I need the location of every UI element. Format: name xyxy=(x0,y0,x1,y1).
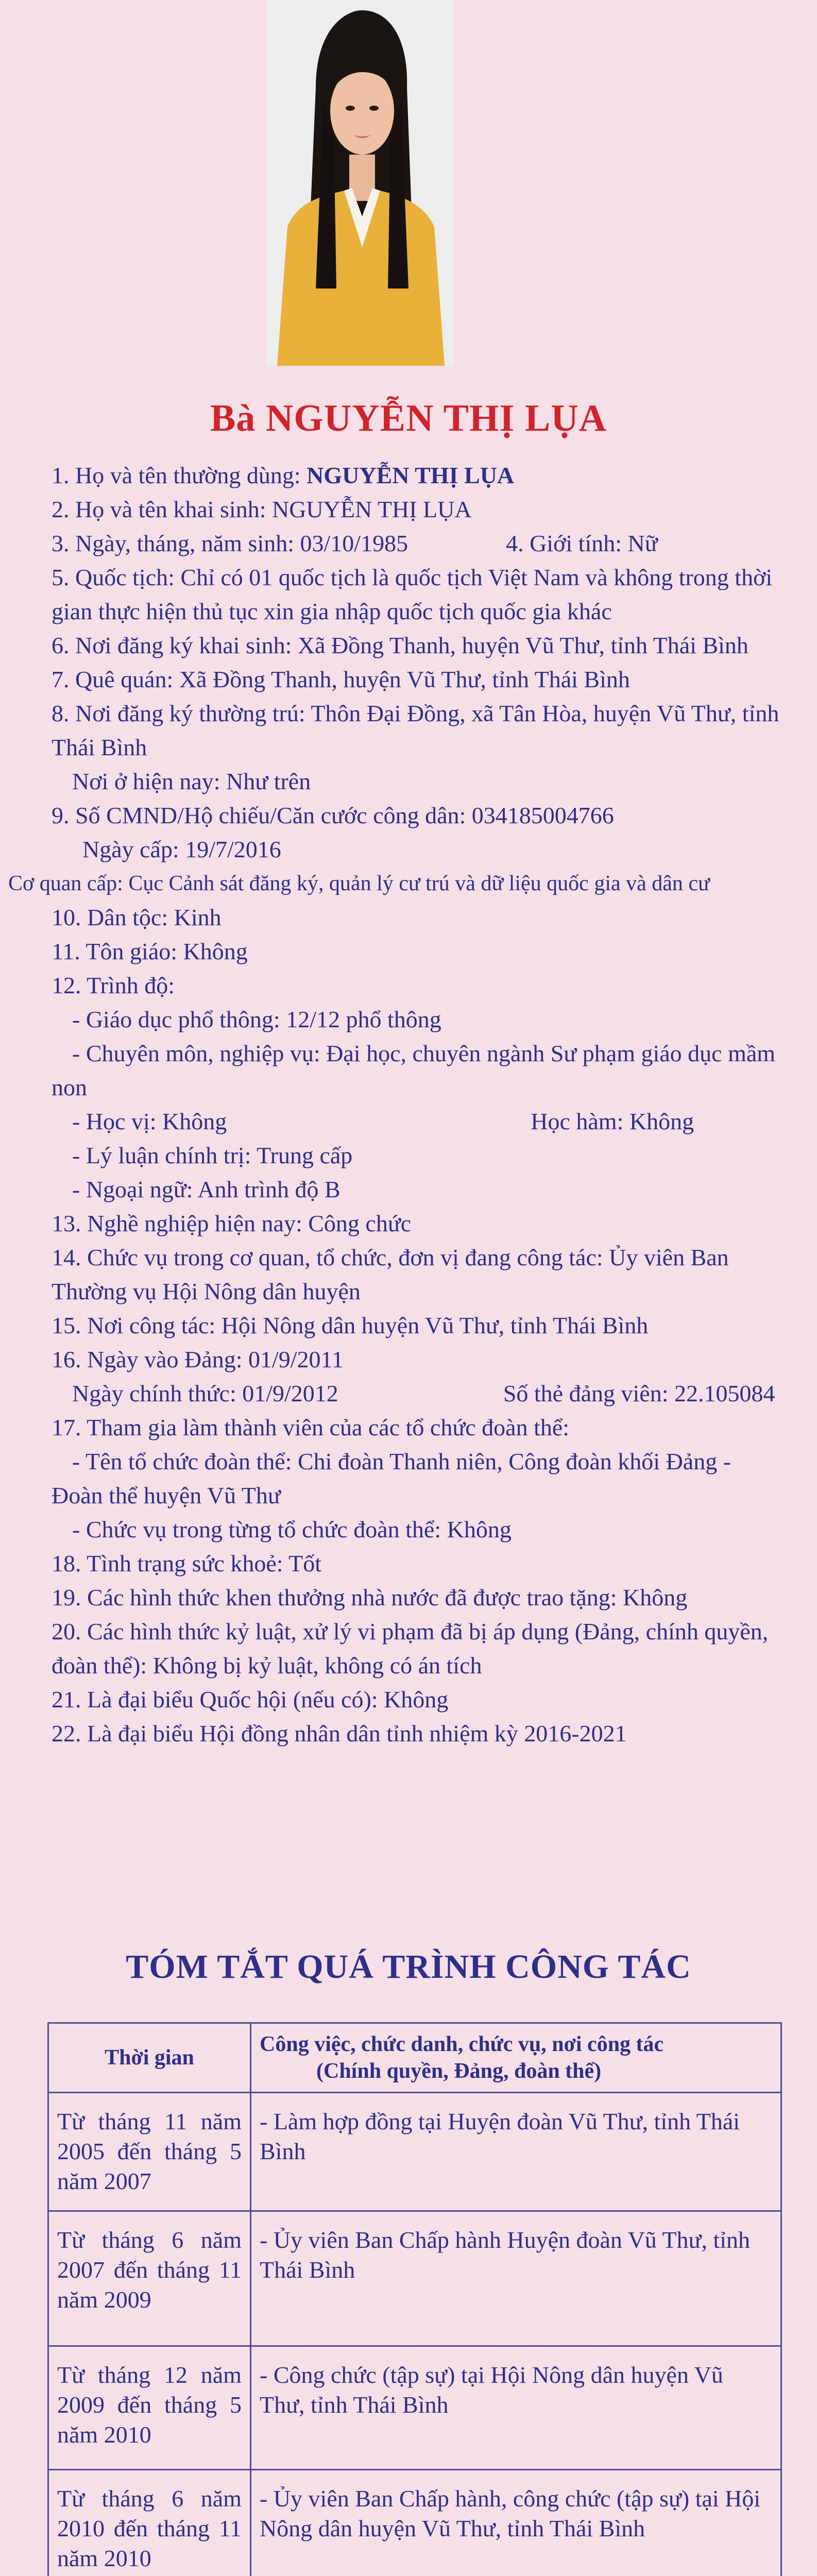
info-line-20: 20. Các hình thức kỷ luật, xử lý vi phạm đã bị áp dụng (Đảng, chính quyền, đoàn thể): Không bị kỷ luật, không có án tích xyxy=(52,1618,769,1679)
info-line-15: 15. Nơi công tác: Hội Nông dân huyện Vũ Thư, tỉnh Thái Bình xyxy=(52,1312,649,1338)
party-card: Số thẻ đảng viên: 22.105084 xyxy=(503,1380,775,1406)
info-line-6: 6. Nơi đăng ký khai sinh: Xã Đồng Thanh, huyện Vũ Thư, tỉnh Thái Bình xyxy=(52,632,748,658)
table-row xyxy=(48,2346,781,2470)
table-row xyxy=(48,2470,781,2576)
degree: - Học vị: Không xyxy=(72,1108,227,1134)
personal-info xyxy=(8,459,783,1751)
header-time: Thời gian xyxy=(48,2023,251,2093)
work-history-title: TÓM TẮT QUÁ TRÌNH CÔNG TÁC xyxy=(126,1948,691,1986)
work-history-table xyxy=(47,2022,782,2576)
info-line-9b: Ngày cấp: 19/7/2016 xyxy=(82,836,281,862)
info-line-10: 10. Dân tộc: Kinh xyxy=(52,904,222,930)
birth-date: 3. Ngày, tháng, năm sinh: 03/10/1985 xyxy=(52,530,408,556)
job-cell: - Làm hợp đồng tại Huyện đoàn Vũ Thư, tỉnh Thái Bình xyxy=(251,2093,781,2211)
info-line-9c: Cơ quan cấp: Cục Cảnh sát đăng ký, quản lý cư trú và dữ liệu quốc gia và dân cư xyxy=(8,872,710,895)
info-line-16b xyxy=(52,1377,783,1411)
info-line-12c xyxy=(52,1105,783,1139)
info-line-9: 9. Số CMND/Hộ chiếu/Căn cước công dân: 034185004766 xyxy=(52,802,614,828)
info-line-12d: - Lý luận chính trị: Trung cấp xyxy=(72,1142,353,1168)
job-cell: - Công chức (tập sự) tại Hội Nông dân huyện Vũ Thư, tỉnh Thái Bình xyxy=(251,2346,781,2470)
page-title: Bà NGUYỄN THỊ LỤA xyxy=(210,397,607,439)
info-line-12e: - Ngoại ngữ: Anh trình độ B xyxy=(72,1176,341,1202)
time-cell: Từ tháng 12 năm 2009 đến tháng 5 năm 2010 xyxy=(48,2346,251,2470)
table-header-row xyxy=(48,2023,781,2093)
header-job-line-2: (Chính quyền, Đảng, đoàn thể) xyxy=(316,2059,602,2083)
info-line-7: 7. Quê quán: Xã Đồng Thanh, huyện Vũ Thư, tỉnh Thái Bình xyxy=(52,666,630,692)
info-line-8: 8. Nơi đăng ký thường trú: Thôn Đại Đồng, xã Tân Hòa, huyện Vũ Thư, tỉnh Thái Bình xyxy=(52,700,779,760)
info-line-12b: - Chuyên môn, nghiệp vụ: Đại học, chuyên ngành Sư phạm giáo dục mầm non xyxy=(52,1040,776,1100)
time-cell: Từ tháng 11 năm 2005 đến tháng 5 năm 2007 xyxy=(48,2093,251,2211)
info-line-17: 17. Tham gia làm thành viên của các tổ chức đoàn thể: xyxy=(52,1414,570,1440)
table-row xyxy=(48,2093,781,2211)
table-row xyxy=(48,2211,781,2346)
portrait-photo xyxy=(267,0,453,366)
info-line-2: 2. Họ và tên khai sinh: NGUYỄN THỊ LỤA xyxy=(52,496,472,522)
job-cell: - Ủy viên Ban Chấp hành Huyện đoàn Vũ Thư, tỉnh Thái Bình xyxy=(251,2211,781,2346)
info-line-3 xyxy=(52,527,783,561)
info-line-12a: - Giáo dục phổ thông: 12/12 phổ thông xyxy=(72,1006,441,1032)
info-line-1 xyxy=(52,459,783,493)
info-line-16: 16. Ngày vào Đảng: 01/9/2011 xyxy=(52,1346,344,1372)
header-job-line-1: Công việc, chức danh, chức vụ, nơi công tác xyxy=(260,2032,664,2056)
info-line-12: 12. Trình độ: xyxy=(52,972,175,998)
info-line-13: 13. Nghề nghiệp hiện nay: Công chức xyxy=(52,1210,412,1236)
academic-title: Học hàm: Không xyxy=(531,1108,694,1134)
value-name: NGUYỄN THỊ LỤA xyxy=(307,462,515,488)
info-line-17b: - Chức vụ trong từng tổ chức đoàn thể: Không xyxy=(72,1516,512,1543)
time-cell: Từ tháng 6 năm 2010 đến tháng 11 năm 2010 xyxy=(48,2470,251,2576)
info-line-22: 22. Là đại biểu Hội đồng nhân dân tỉnh nhiệm kỳ 2016-2021 xyxy=(52,1720,627,1747)
info-line-5: 5. Quốc tịch: Chỉ có 01 quốc tịch là quốc tịch Việt Nam và không trong thời gian thực hiện thủ tục xin gia nhập quốc tịch quốc gia khác xyxy=(52,564,773,624)
info-line-11: 11. Tôn giáo: Không xyxy=(52,938,248,964)
official-date: Ngày chính thức: 01/9/2012 xyxy=(72,1380,338,1406)
label: 1. Họ và tên thường dùng: xyxy=(52,462,307,488)
info-line-18: 18. Tình trạng sức khoẻ: Tốt xyxy=(52,1550,322,1577)
info-line-14: 14. Chức vụ trong cơ quan, tổ chức, đơn vị đang công tác: Ủy viên Ban Thường vụ Hội Nông dân huyện xyxy=(52,1244,729,1304)
info-line-19: 19. Các hình thức khen thưởng nhà nước đã được trao tặng: Không xyxy=(52,1584,688,1611)
job-cell: - Ủy viên Ban Chấp hành, công chức (tập sự) tại Hội Nông dân huyện Vũ Thư, tỉnh Thái Bình xyxy=(251,2470,781,2576)
info-line-17a: - Tên tổ chức đoàn thể: Chi đoàn Thanh niên, Công đoàn khối Đảng - Đoàn thể huyện Vũ Thư xyxy=(52,1448,731,1509)
gender: 4. Giới tính: Nữ xyxy=(506,530,658,556)
time-cell: Từ tháng 6 năm 2007 đến tháng 11 năm 2009 xyxy=(48,2211,251,2346)
header-job xyxy=(251,2023,781,2093)
info-line-8b: Nơi ở hiện nay: Như trên xyxy=(72,768,311,794)
info-line-21: 21. Là đại biểu Quốc hội (nếu có): Không xyxy=(52,1686,449,1713)
